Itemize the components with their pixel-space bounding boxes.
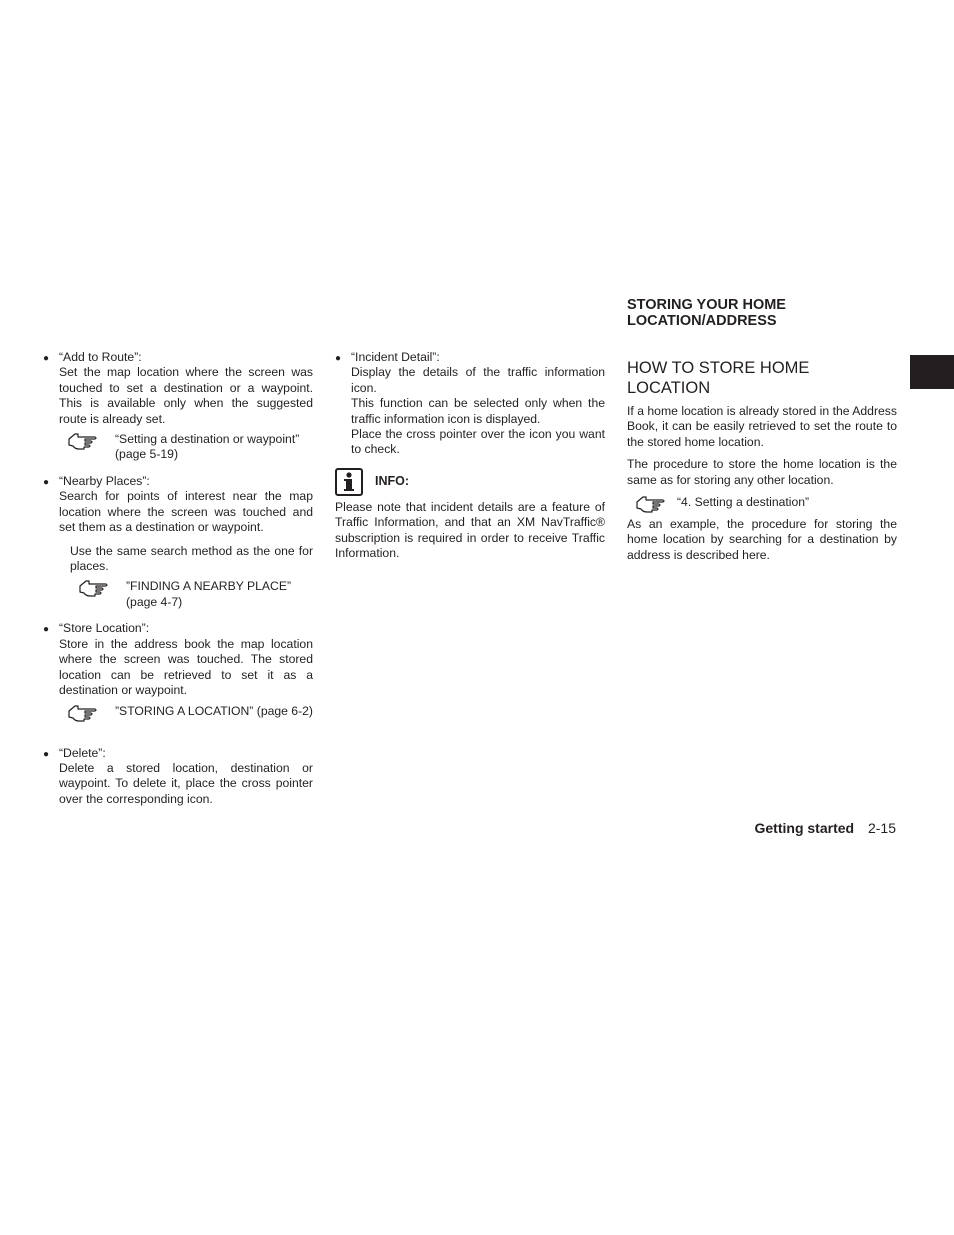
item-note: Use the same search method as the one for places. [70, 543, 313, 574]
list-item-add-to-route [43, 350, 313, 464]
list-item-store-location [43, 621, 313, 735]
cross-reference[interactable] [59, 432, 313, 464]
info-label: INFO: [375, 474, 410, 489]
item-body: Store in the address book the map location where the screen was touched. The stored location can be retrieved to set it as a destination or waypoint. [59, 636, 313, 698]
paragraph: The procedure to store the home location is the same as for storing any other location. [627, 457, 897, 487]
item-body: Place the cross pointer over the icon you want to check. [351, 427, 605, 457]
list-item-incident-detail [335, 350, 605, 458]
pointing-hand-icon [635, 493, 667, 515]
bullet-icon: ● [335, 353, 342, 364]
cross-reference-text: “Setting a destination or waypoint” (page 5-19) [115, 432, 300, 462]
paragraph: As an example, the procedure for storing the home location by searching for a destination by address is described here. [627, 517, 897, 562]
item-body: Search for points of interest near the map location where the screen was touched and set them as a destination or waypoint. [59, 489, 313, 535]
subsection-heading: HOW TO STORE HOME LOCATION [627, 359, 810, 397]
paragraph: If a home location is already stored in the Address Book, it can be easily retrieved to set the route to the stored home location. [627, 404, 897, 449]
pointing-hand-icon [67, 430, 99, 452]
item-title: “Store Location”: [59, 621, 150, 636]
section-heading: STORING YOUR HOME LOCATION/ADDRESS [627, 297, 786, 329]
bullet-icon: ● [43, 748, 50, 760]
cross-reference-text: ”FINDING A NEARBY PLACE” (page 4-7) [126, 579, 292, 609]
info-icon [335, 468, 363, 496]
bullet-icon: ● [43, 624, 50, 636]
page-footer [755, 820, 897, 836]
chapter-tab [910, 355, 954, 389]
pointing-hand-icon [78, 577, 110, 599]
list-item-delete [43, 746, 313, 808]
pointing-hand-icon [67, 702, 99, 724]
info-heading [335, 468, 605, 496]
info-text: Please note that incident details are a feature of Traffic Information, and that an XM NavTraffic® subscription is required in order to receive Traffic Information. [335, 499, 605, 561]
item-title: “Delete”: [59, 745, 106, 760]
right-column [627, 297, 897, 570]
item-body: Set the map location where the screen was touched to set a destination or a waypoint. This is available only when the suggested route is already set. [59, 365, 313, 426]
item-body: Delete a stored location, destination or waypoint. To delete it, place the cross pointer over the corresponding icon. [59, 760, 313, 806]
item-title: “Add to Route”: [59, 350, 142, 364]
page-number: 2-15 [867, 820, 896, 836]
cross-reference-text: ”STORING A LOCATION” (page 6-2) [115, 703, 313, 718]
middle-column [335, 350, 605, 568]
bullet-icon: ● [43, 477, 50, 489]
item-title: “Nearby Places”: [59, 474, 150, 489]
cross-reference[interactable] [59, 704, 313, 736]
left-column [43, 350, 313, 817]
bullet-icon: ● [43, 353, 50, 364]
item-body: Display the details of the traffic information icon. [351, 365, 605, 395]
cross-reference[interactable] [627, 495, 897, 513]
footer-section: Getting started [754, 820, 855, 836]
cross-reference[interactable] [59, 579, 313, 611]
item-title: “Incident Detail”: [351, 350, 440, 364]
list-item-nearby-places [43, 474, 313, 611]
item-body: This function can be selected only when the traffic information icon is displayed. [351, 396, 605, 426]
cross-reference-text: “4. Setting a destination” [677, 495, 810, 510]
